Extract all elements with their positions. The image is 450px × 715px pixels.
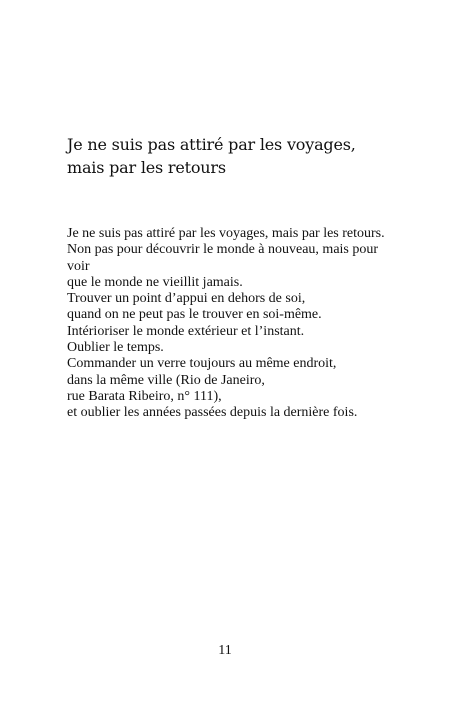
poem-line: Trouver un point d’appui en dehors de soi, [67,291,306,307]
poem-line: quand on ne peut pas le trouver en soi-même. [67,307,322,323]
poem-body [67,226,397,422]
poem-line: Non pas pour découvrir le monde à nouveau, mais pour [67,242,379,258]
poem-line: Commander un verre toujours au même endroit, [67,356,337,372]
page-number: 11 [218,643,232,658]
poem-line: voir [67,258,90,274]
poem-line: Oublier le temps. [67,340,164,356]
poem-line: rue Barata Ribeiro, n° 111), [67,388,222,404]
poem-line: Je ne suis pas attiré par les voyages, mais par les retours. [67,226,385,241]
title-line: mais par les retours [67,158,226,177]
poem-title [67,133,397,179]
poem-line: et oublier les années passées depuis la dernière fois. [67,405,358,421]
title-line: Je ne suis pas attiré par les voyages, [67,135,356,154]
poem-line: dans la même ville (Rio de Janeiro, [67,372,265,388]
poem-line: que le monde ne vieillit jamais. [67,274,243,290]
poem-line: Intérioriser le monde extérieur et l’instant. [67,323,305,339]
